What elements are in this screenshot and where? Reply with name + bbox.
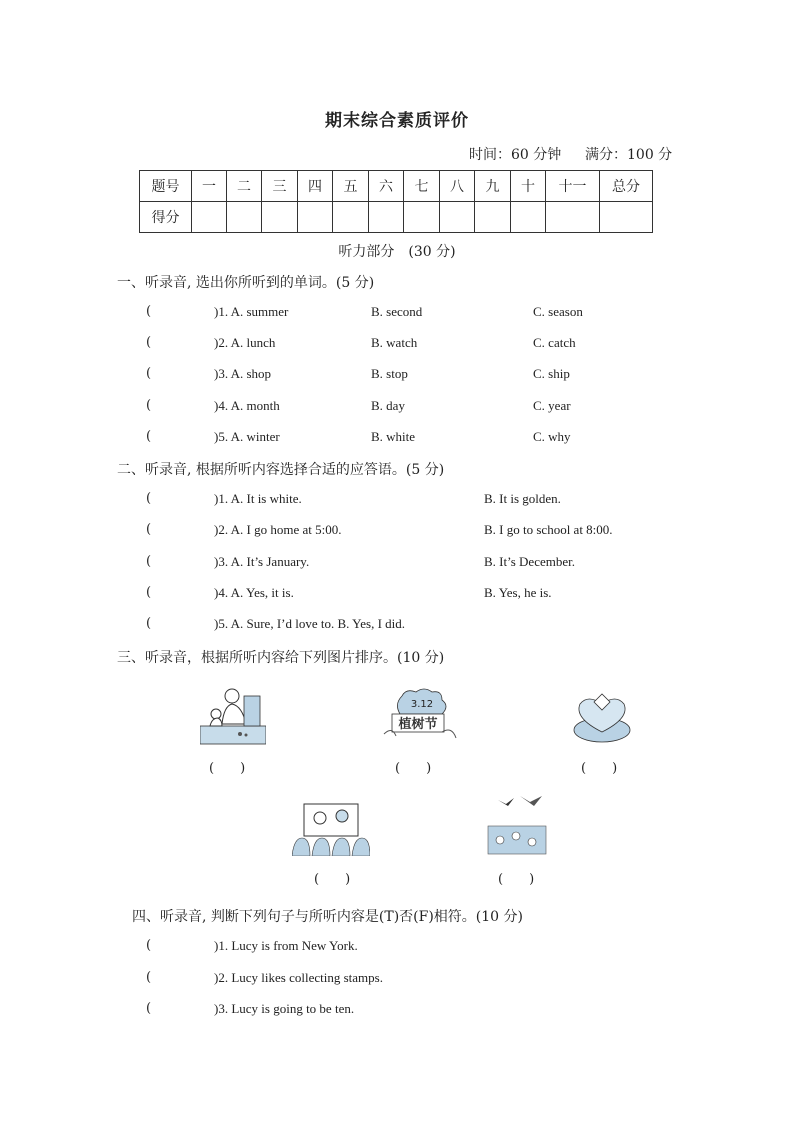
score-input-cell[interactable] bbox=[333, 202, 369, 233]
score-input-cell[interactable] bbox=[227, 202, 262, 233]
score-table-score-row bbox=[140, 202, 653, 233]
s2-item-4-b: B. Yes, he is. bbox=[484, 585, 552, 600]
section-1-title: 一、听录音, 选出你所听到的单词。(5 分) bbox=[117, 275, 375, 291]
answer-open-paren[interactable]: ( bbox=[146, 335, 152, 350]
s2-item-1-a: )1. A. It is white. bbox=[214, 491, 302, 506]
score-cell: 题号 bbox=[140, 171, 192, 202]
answer-open-paren[interactable]: ( bbox=[146, 970, 152, 985]
answer-open-paren[interactable]: ( bbox=[146, 304, 152, 319]
score-input-cell[interactable] bbox=[546, 202, 600, 233]
time-limit: 时间：60 分钟 bbox=[469, 147, 562, 163]
picture-heart-cake bbox=[570, 688, 634, 746]
tree-day-date: 3.12 bbox=[410, 699, 434, 710]
answer-open-paren[interactable]: ( bbox=[146, 491, 152, 506]
s1-item-5-b: B. white bbox=[371, 429, 416, 444]
picture-birds-flowers bbox=[486, 794, 548, 856]
score-cell: 一 bbox=[192, 171, 227, 202]
score-cell: 六 bbox=[369, 171, 404, 202]
s4-item-2: )2. Lucy likes collecting stamps. bbox=[214, 970, 383, 985]
s4-item-1: )1. Lucy is from New York. bbox=[214, 938, 358, 953]
score-cell: 九 bbox=[475, 171, 511, 202]
score-cell: 四 bbox=[298, 171, 333, 202]
score-cell: 五 bbox=[333, 171, 369, 202]
section-3-title: 三、听录音，根据所听内容给下列图片排序。(10 分) bbox=[117, 650, 445, 666]
score-input-cell[interactable] bbox=[262, 202, 298, 233]
s1-item-1-b: B. second bbox=[371, 304, 423, 319]
picture-mother-child bbox=[200, 686, 266, 746]
answer-open-paren[interactable]: ( bbox=[146, 616, 152, 631]
score-cell: 得分 bbox=[140, 202, 192, 233]
section-4-title: 四、听录音, 判断下列句子与所听内容是(T)否(F)相符。(10 分) bbox=[132, 909, 523, 925]
score-cell: 八 bbox=[440, 171, 475, 202]
s1-item-2-b: B. watch bbox=[371, 335, 418, 350]
picture-5-answer-blank[interactable]: ( ) bbox=[498, 872, 535, 887]
s1-item-3-a: )3. A. shop bbox=[214, 366, 272, 381]
answer-open-paren[interactable]: ( bbox=[146, 366, 152, 381]
answer-open-paren[interactable]: ( bbox=[146, 429, 152, 444]
score-cell: 三 bbox=[262, 171, 298, 202]
s1-item-1-a: )1. A. summer bbox=[214, 304, 289, 319]
score-cell: 十一 bbox=[546, 171, 600, 202]
s2-item-3-b: B. It’s December. bbox=[484, 554, 575, 569]
s1-item-3-b: B. stop bbox=[371, 366, 408, 381]
score-cell: 总分 bbox=[600, 171, 653, 202]
s2-item-2-a: )2. A. I go home at 5:00. bbox=[214, 522, 342, 537]
answer-open-paren[interactable]: ( bbox=[146, 398, 152, 413]
s1-item-4-b: B. day bbox=[371, 398, 405, 413]
score-input-cell[interactable] bbox=[475, 202, 511, 233]
score-input-cell[interactable] bbox=[192, 202, 227, 233]
s1-item-2-a: )2. A. lunch bbox=[214, 335, 276, 350]
s1-item-5-c: C. why bbox=[533, 429, 571, 444]
picture-tree-planting-day bbox=[380, 686, 460, 746]
score-input-cell[interactable] bbox=[404, 202, 440, 233]
s1-item-2-c: C. catch bbox=[533, 335, 576, 350]
score-cell: 七 bbox=[404, 171, 440, 202]
score-input-cell[interactable] bbox=[369, 202, 404, 233]
score-table bbox=[139, 170, 653, 233]
s2-item-3-a: )3. A. It’s January. bbox=[214, 554, 310, 569]
answer-open-paren[interactable]: ( bbox=[146, 554, 152, 569]
full-score: 满分：100 分 bbox=[585, 147, 673, 163]
s4-item-3: )3. Lucy is going to be ten. bbox=[214, 1001, 355, 1016]
s2-item-1-b: B. It is golden. bbox=[484, 491, 561, 506]
answer-open-paren[interactable]: ( bbox=[146, 1001, 152, 1016]
s1-item-1-c: C. season bbox=[533, 304, 583, 319]
s1-item-4-a: )4. A. month bbox=[214, 398, 280, 413]
s1-item-4-c: C. year bbox=[533, 398, 571, 413]
s1-item-3-c: C. ship bbox=[533, 366, 570, 381]
s1-item-5-a: )5. A. winter bbox=[214, 429, 280, 444]
section-2-title: 二、听录音, 根据所听内容选择合适的应答语。(5 分) bbox=[117, 462, 445, 478]
s2-item-5-a: )5. A. Sure, I’d love to. B. Yes, I did. bbox=[214, 616, 406, 631]
score-input-cell[interactable] bbox=[511, 202, 546, 233]
picture-2-answer-blank[interactable]: ( ) bbox=[395, 761, 432, 776]
listening-heading: 听力部分 (30 分) bbox=[338, 244, 456, 260]
answer-open-paren[interactable]: ( bbox=[146, 938, 152, 953]
s2-item-2-b: B. I go to school at 8:00. bbox=[484, 522, 613, 537]
picture-1-answer-blank[interactable]: ( ) bbox=[209, 761, 246, 776]
picture-4-answer-blank[interactable]: ( ) bbox=[314, 872, 351, 887]
picture-3-answer-blank[interactable]: ( ) bbox=[581, 761, 618, 776]
page-title: 期末综合素质评价 bbox=[325, 111, 469, 131]
score-table-header-row bbox=[140, 171, 653, 202]
score-input-cell[interactable] bbox=[440, 202, 475, 233]
answer-open-paren[interactable]: ( bbox=[146, 585, 152, 600]
s2-item-4-a: )4. A. Yes, it is. bbox=[214, 585, 294, 600]
picture-cinema bbox=[292, 802, 370, 856]
score-cell: 二 bbox=[227, 171, 262, 202]
score-input-cell[interactable] bbox=[600, 202, 653, 233]
tree-day-sign: 植树节 bbox=[398, 717, 438, 732]
score-cell: 十 bbox=[511, 171, 546, 202]
score-input-cell[interactable] bbox=[298, 202, 333, 233]
answer-open-paren[interactable]: ( bbox=[146, 522, 152, 537]
